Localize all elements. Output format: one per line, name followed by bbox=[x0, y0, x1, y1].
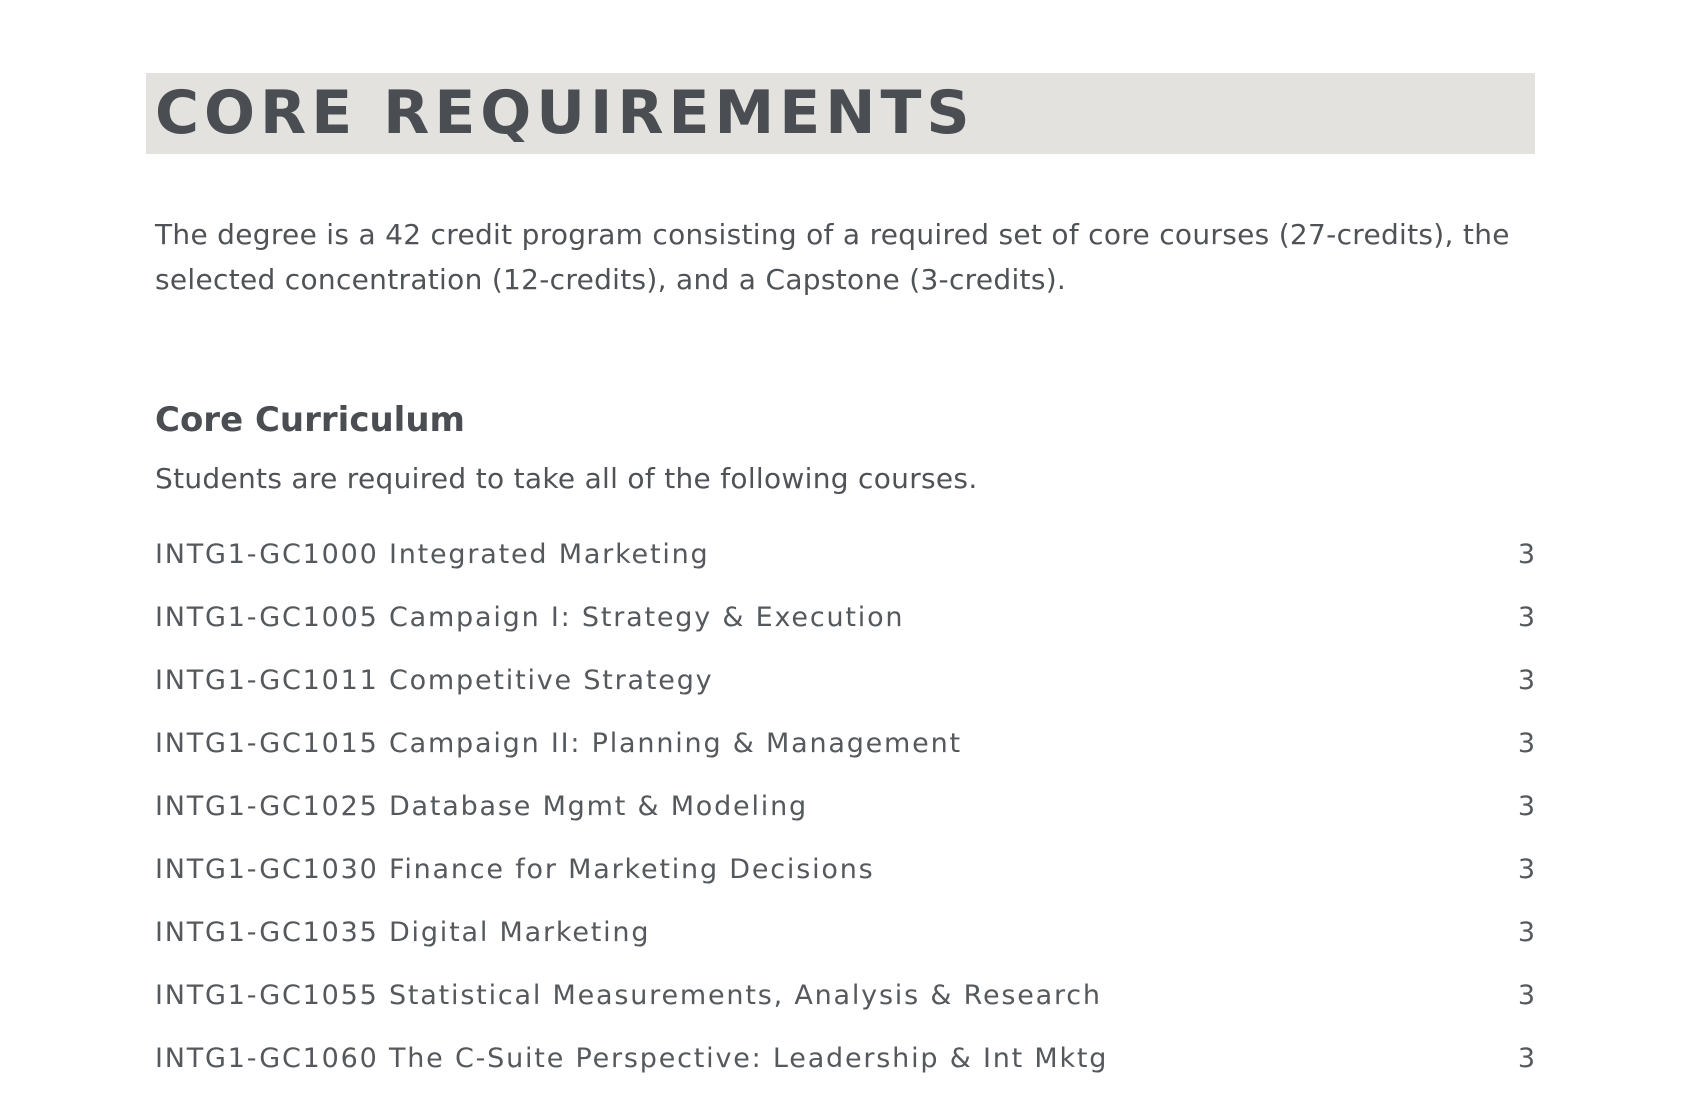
intro-paragraph: The degree is a 42 credit program consisting of a required set of core courses (27-credits), the selected concentration (12-credits), and a Capstone (3-credits). bbox=[155, 218, 1510, 296]
course-row bbox=[155, 901, 1535, 964]
course-name: INTG1-GC1000 Integrated Marketing bbox=[155, 539, 710, 570]
page-title: CORE REQUIREMENTS bbox=[155, 78, 975, 148]
course-credits: 3 bbox=[1517, 791, 1535, 822]
course-name: INTG1-GC1005 Campaign I: Strategy & Execution bbox=[155, 602, 905, 633]
course-credits: 3 bbox=[1517, 917, 1535, 948]
course-name: INTG1-GC1011 Competitive Strategy bbox=[155, 665, 714, 696]
document-page bbox=[146, 73, 1535, 1090]
course-credits: 3 bbox=[1517, 980, 1535, 1011]
course-row bbox=[155, 586, 1535, 649]
course-row bbox=[155, 775, 1535, 838]
course-credits: 3 bbox=[1517, 602, 1535, 633]
course-name: INTG1-GC1055 Statistical Measurements, Analysis & Research bbox=[155, 980, 1102, 1011]
course-name: INTG1-GC1060 The C-Suite Perspective: Leadership & Int Mktg bbox=[155, 1043, 1109, 1074]
course-row bbox=[155, 1027, 1535, 1090]
course-credits: 3 bbox=[1517, 728, 1535, 759]
section-description: Students are required to take all of the following courses. bbox=[155, 462, 978, 495]
course-name: INTG1-GC1035 Digital Marketing bbox=[155, 917, 651, 948]
course-row bbox=[155, 649, 1535, 712]
course-credits: 3 bbox=[1517, 665, 1535, 696]
section-title-core-curriculum: Core Curriculum bbox=[155, 400, 465, 440]
course-name: INTG1-GC1015 Campaign II: Planning & Management bbox=[155, 728, 962, 759]
course-credits: 3 bbox=[1517, 539, 1535, 570]
header-band bbox=[146, 73, 1535, 154]
course-row bbox=[155, 523, 1535, 586]
course-list bbox=[155, 523, 1535, 1090]
course-credits: 3 bbox=[1517, 854, 1535, 885]
course-credits: 3 bbox=[1517, 1043, 1535, 1074]
course-row bbox=[155, 712, 1535, 775]
course-row bbox=[155, 838, 1535, 901]
course-name: INTG1-GC1030 Finance for Marketing Decisions bbox=[155, 854, 875, 885]
course-row bbox=[155, 964, 1535, 1027]
course-name: INTG1-GC1025 Database Mgmt & Modeling bbox=[155, 791, 808, 822]
